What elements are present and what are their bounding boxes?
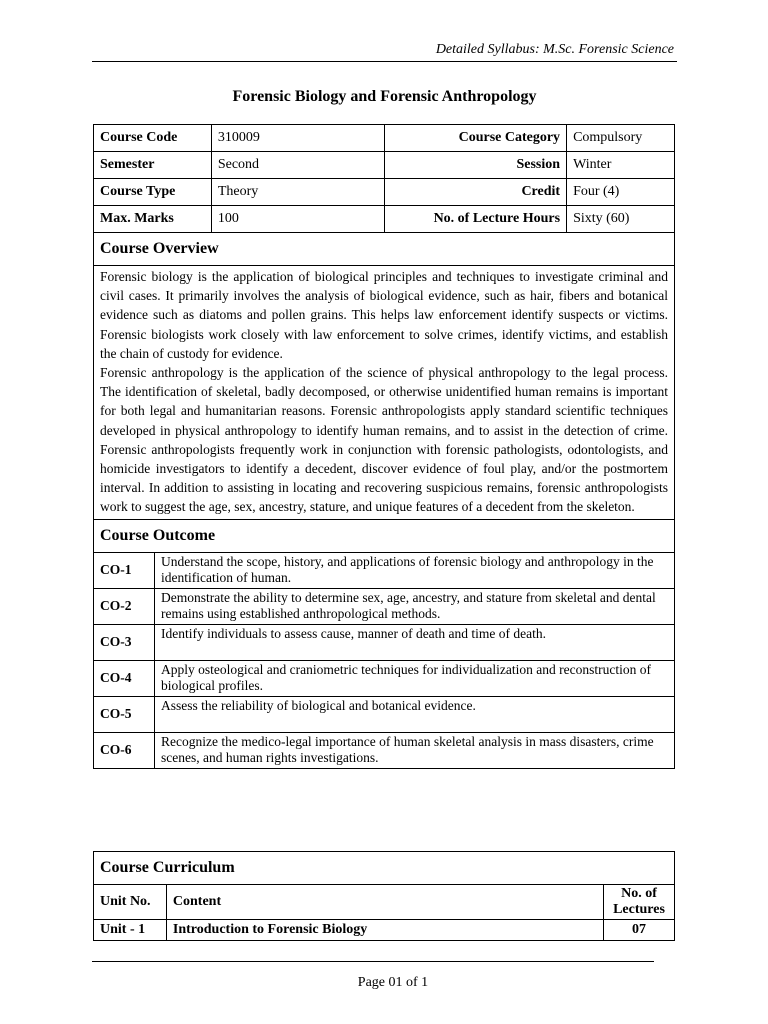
outcome-row (94, 696, 674, 732)
overview-paragraph-biology: Forensic biology is the application of biological principles and techniques to investigate criminal and civil cases. It primarily involves the analysis of biological evidence, such as hair, fibers and botanical evidence such as diatoms and pollen grains. This helps law enforcement identify suspects or victims. Forensic biologists work closely with law enforcement to solve crimes, identify victims, and establish the chain of custody for evidence. (100, 269, 668, 361)
outcome-row (94, 660, 674, 696)
info-value: Winter (567, 152, 675, 179)
info-row (94, 125, 675, 152)
header-divider (92, 61, 677, 62)
info-label: Course Type (94, 179, 212, 206)
outcome-id: CO-3 (94, 624, 155, 660)
column-header-content: Content (166, 885, 603, 920)
info-value: Four (4) (567, 179, 675, 206)
table-row (94, 920, 675, 941)
info-label: Session (385, 152, 567, 179)
info-label: Credit (385, 179, 567, 206)
course-outcome-table (94, 553, 674, 768)
outcome-row (94, 732, 674, 768)
curriculum-header-row (94, 885, 675, 920)
info-value: 100 (211, 206, 385, 233)
outcome-text: Understand the scope, history, and applications of forensic biology and anthropology in the identification of human. (161, 553, 654, 585)
outcome-id: CO-1 (94, 553, 155, 589)
course-curriculum-table (93, 851, 675, 941)
info-row (94, 206, 675, 233)
outcome-row (94, 588, 674, 624)
unit-content: Introduction to Forensic Biology (166, 920, 603, 941)
info-value: 310009 (211, 125, 385, 152)
info-label: Max. Marks (94, 206, 212, 233)
info-label: Semester (94, 152, 212, 179)
info-row (94, 152, 675, 179)
page-header-title: Detailed Syllabus: M.Sc. Forensic Science (435, 42, 674, 57)
course-overview-text (94, 266, 675, 520)
column-header-unit: Unit No. (94, 885, 167, 920)
info-value: Theory (211, 179, 385, 206)
overview-paragraph-anthropology: Forensic anthropology is the application of the science of physical anthropology to the legal process. The identification of skeletal, badly decomposed, or otherwise unidentified human remains is important for both legal and humanitarian reasons. Forensic anthropologists apply standard scientific techniques developed in physical anthropology to identify human remains, and to assist in the detection of crime. Forensic anthropologists frequently work in conjunction with forensic pathologists, odontologists, and homicide investigators to identify a decedent, discover evidence of foul play, and/or the postmortem interval. In addition to assisting in locating and recovering suspicious remains, forensic anthropologists work to suggest the age, sex, ancestry, stature, and unique features of a decedent from the skeleton. (100, 365, 668, 515)
outcome-text: Recognize the medico-legal importance of human skeletal analysis in mass disasters, crime scenes, and human rights investigations. (155, 732, 675, 768)
outcome-id: CO-6 (94, 732, 155, 768)
info-value: Compulsory (567, 125, 675, 152)
course-outcome-heading: Course Outcome (94, 519, 675, 552)
unit-lectures: 07 (604, 920, 675, 941)
outcome-id: CO-2 (94, 588, 155, 624)
info-value: Sixty (60) (567, 206, 675, 233)
page-number: Page 01 of 1 (357, 975, 429, 990)
column-header-lectures: No. of Lectures (604, 885, 675, 920)
outcome-id: CO-4 (94, 660, 155, 696)
unit-number: Unit - 1 (94, 920, 167, 941)
course-outcome-list (94, 552, 675, 768)
outcome-text: Demonstrate the ability to determine sex, age, ancestry, and stature from skeletal and dental remains using established anthropological methods. (155, 588, 675, 624)
info-value: Second (211, 152, 385, 179)
outcome-text: Apply osteological and craniometric techniques for individualization and reconstruction of biological profiles. (155, 660, 675, 696)
outcome-row (94, 624, 674, 660)
course-curriculum-heading: Course Curriculum (94, 852, 675, 885)
document-title: Forensic Biology and Forensic Anthropology (232, 88, 537, 105)
outcome-text: Identify individuals to assess cause, manner of death and time of death. (155, 624, 675, 660)
footer-divider (92, 961, 654, 962)
outcome-row (94, 553, 674, 589)
info-label: No. of Lecture Hours (385, 206, 567, 233)
info-label: Course Category (385, 125, 567, 152)
course-overview-heading: Course Overview (94, 233, 675, 266)
info-row (94, 179, 675, 206)
outcome-id: CO-5 (94, 696, 155, 732)
course-info-table (93, 124, 675, 769)
info-label: Course Code (94, 125, 212, 152)
outcome-text: Assess the reliability of biological and botanical evidence. (155, 696, 675, 732)
